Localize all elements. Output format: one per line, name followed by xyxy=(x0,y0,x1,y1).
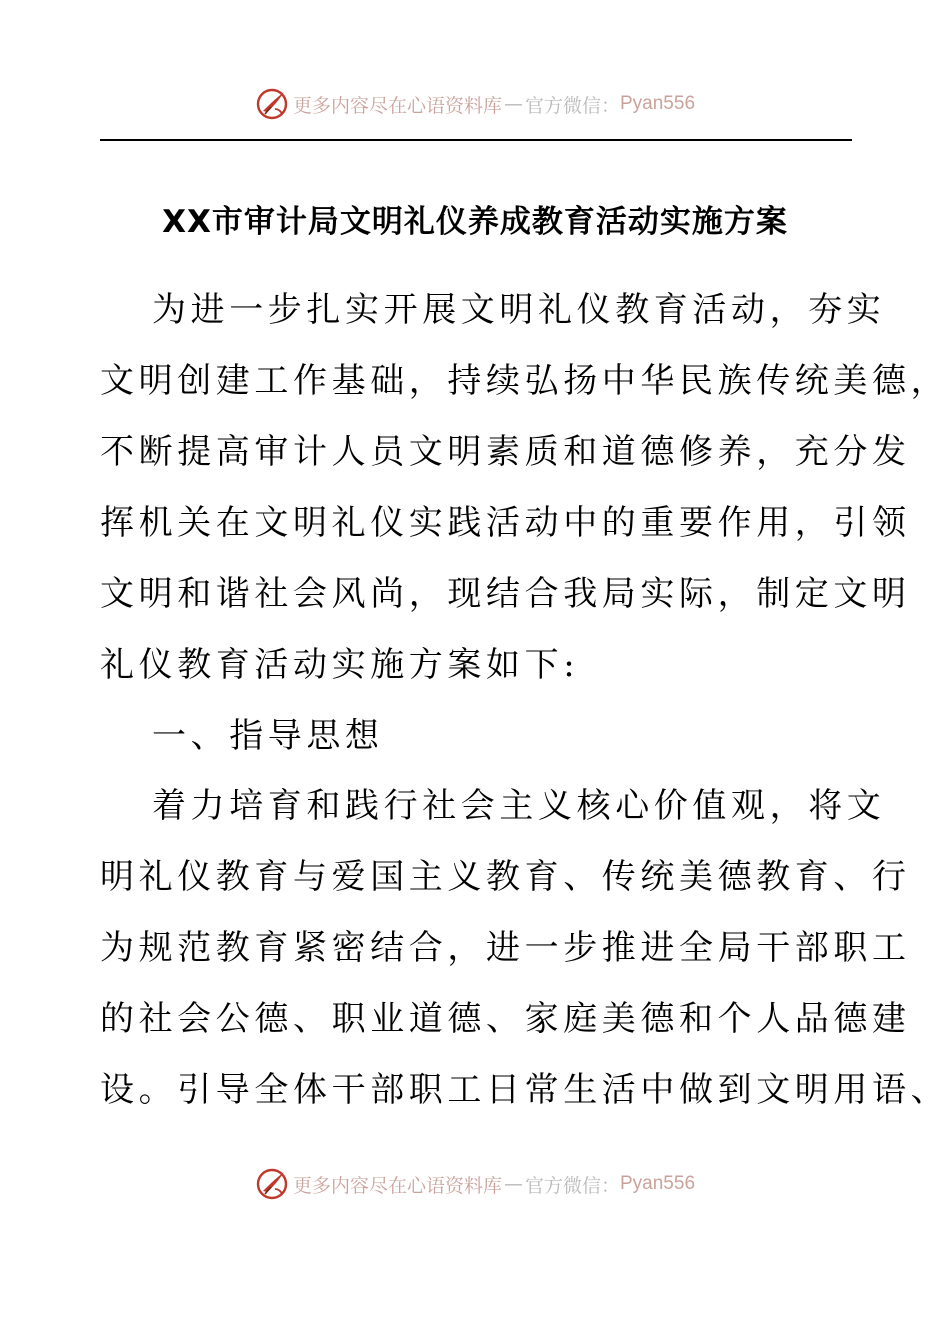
section-heading: 一、指导思想 xyxy=(152,716,384,756)
paragraph-line: 挥机关在文明礼仪实践活动中的重要作用，引领 xyxy=(100,503,911,543)
footer-banner xyxy=(0,1164,950,1204)
header-wechat-label: 官方微信： xyxy=(524,94,620,117)
footer-banner-separator: — xyxy=(503,1173,523,1195)
paragraph-line: 设。引导全体干部职工日常生活中做到文明用语、 xyxy=(100,1070,950,1110)
quill-pen-logo-icon xyxy=(255,1167,289,1201)
paragraph-line: 礼仪教育活动实施方案如下: xyxy=(100,645,580,685)
header-divider xyxy=(100,139,852,141)
footer-banner-text: 更多内容尽在心语资料库 xyxy=(292,1174,502,1197)
paragraph-line: 为进一步扎实开展文明礼仪教育活动，夯实 xyxy=(152,290,886,330)
paragraph-line: 不断提高审计人员文明素质和道德修养，充分发 xyxy=(100,432,911,472)
paragraph-line: 的社会公德、职业道德、家庭美德和个人品德建 xyxy=(100,999,911,1039)
paragraph-line: 明礼仪教育与爱国主义教育、传统美德教育、行 xyxy=(100,857,911,897)
footer-wechat-id: Pyan556 xyxy=(620,1173,696,1194)
paragraph-line: 文明创建工作基础，持续弘扬中华民族传统美德， xyxy=(100,361,950,401)
document-title: XX市审计局文明礼仪养成教育活动实施方案 xyxy=(162,204,788,240)
paragraph-line: 着力培育和践行社会主义核心价值观，将文 xyxy=(152,786,886,826)
paragraph-line: 文明和谐社会风尚，现结合我局实际，制定文明 xyxy=(100,574,911,614)
header-wechat-id: Pyan556 xyxy=(620,93,696,114)
footer-wechat-label: 官方微信： xyxy=(524,1174,620,1197)
header-banner-text: 更多内容尽在心语资料库 xyxy=(292,94,502,117)
paragraph-line: 为规范教育紧密结合，进一步推进全局干部职工 xyxy=(100,928,911,968)
header-banner-separator: — xyxy=(503,93,523,115)
header-banner xyxy=(0,84,950,124)
quill-pen-logo-icon xyxy=(255,87,289,121)
